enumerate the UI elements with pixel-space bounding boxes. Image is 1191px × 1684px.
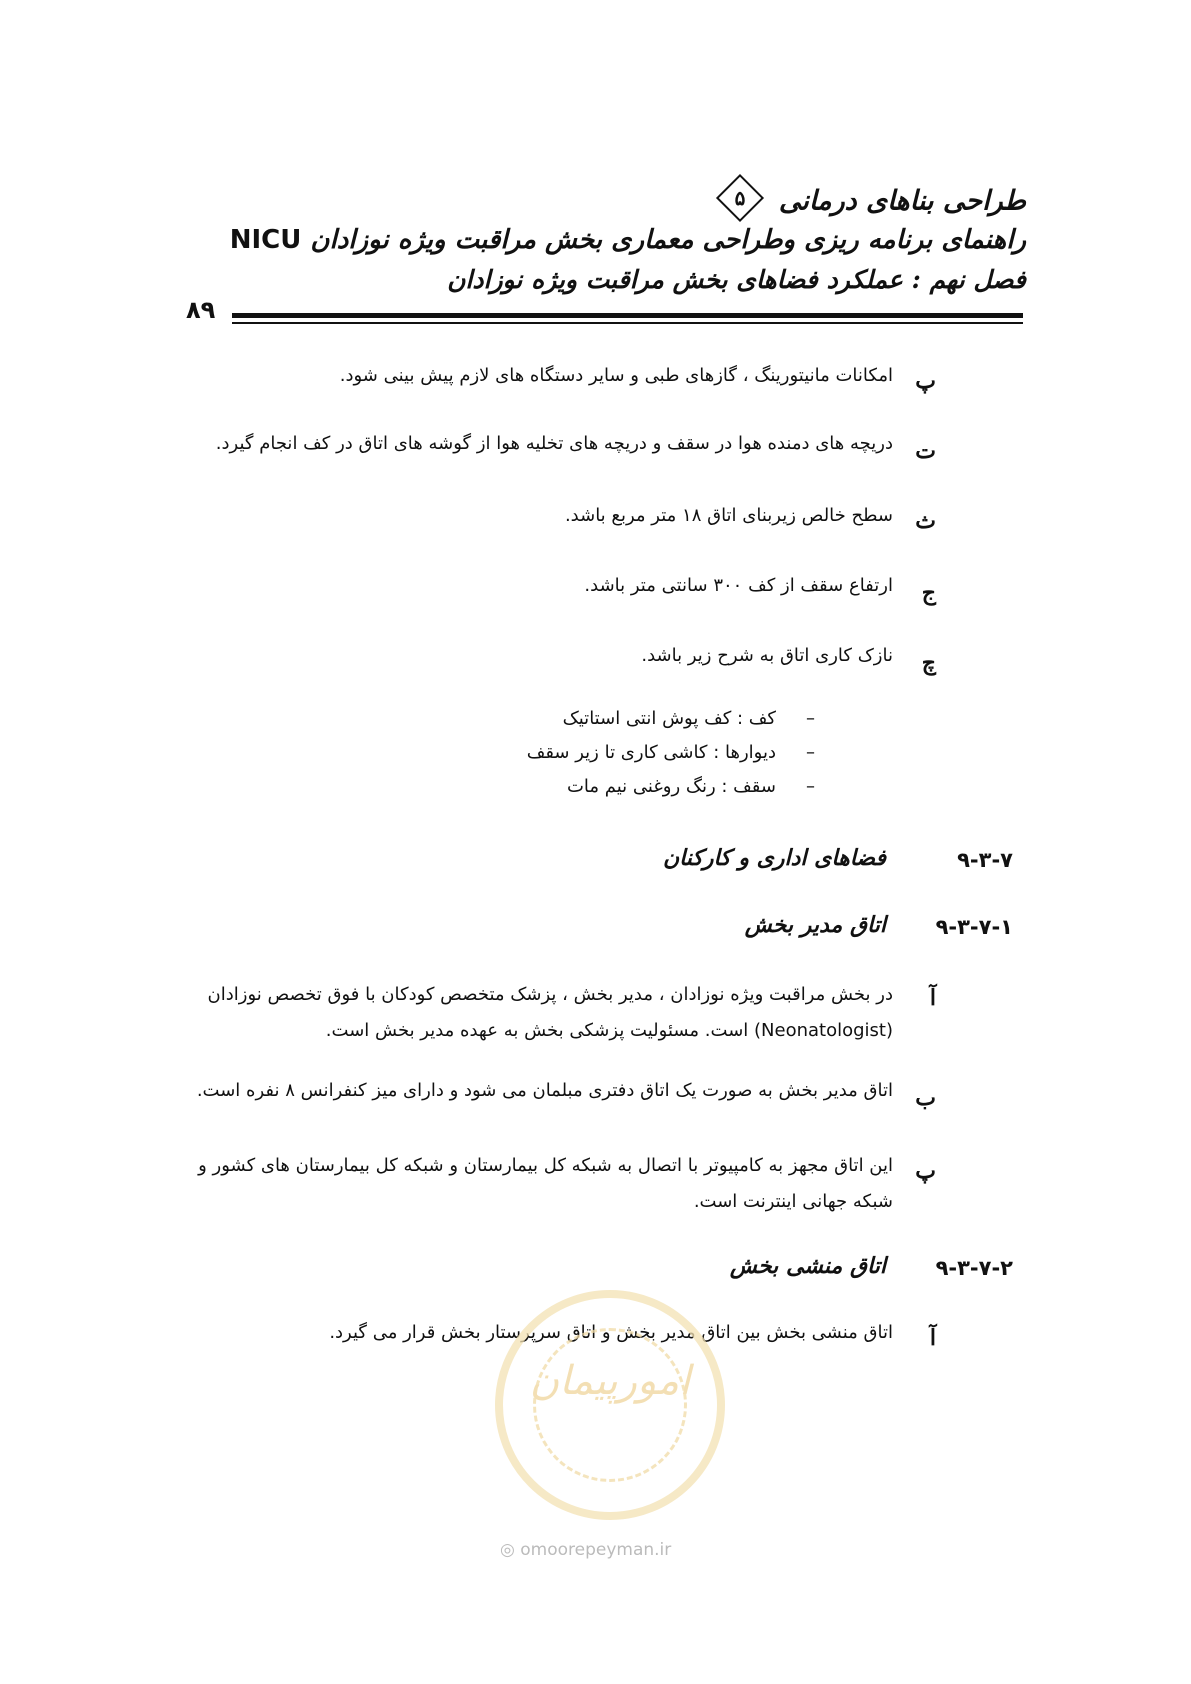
item-text: این اتاق مجهز به کامپیوتر با اتصال به شبکه کل بیمارستان و شبکه کل بیمارستان های کشور و شبکه جهانی اینترنت است. <box>198 1155 893 1212</box>
section-number: ۹-۳-۷ <box>957 848 1013 872</box>
section-title: فضاهای اداری و کارکنان <box>662 845 886 871</box>
watermark-ring <box>533 1328 687 1482</box>
list-dash: – <box>806 742 815 763</box>
watermark-text: امورپیمان <box>529 1358 691 1404</box>
header-rule-thin <box>232 322 1023 324</box>
header-book-title <box>711 185 1026 219</box>
header-rule-thick <box>232 313 1023 318</box>
item-text: در بخش مراقبت ویژه نوزادان ، مدیر بخش ، پزشک متخصص کودکان با فوق تخصص نوزادان (Neonatologist) است. مسئولیت پزشکی بخش به عهده مدیر بخش است. <box>207 984 893 1041</box>
item-marker: ت <box>915 438 936 464</box>
watermark-seal <box>495 1290 725 1520</box>
header-chapter-title: فصل نهم : عملکرد فضاهای بخش مراقبت ویژه نوزادان <box>447 265 1026 294</box>
item-marker: پ <box>915 368 936 394</box>
item-text: نازک کاری اتاق به شرح زیر باشد. <box>641 645 893 666</box>
subsection-number: ۹-۳-۷-۲ <box>935 1256 1013 1280</box>
book-title-text: طراحی بناهای درمانی <box>778 185 1026 217</box>
subsection-title: اتاق مدیر بخش <box>744 912 886 938</box>
subsection-number: ۹-۳-۷-۱ <box>935 915 1013 939</box>
finish-item: دیوارها : کاشی کاری تا زیر سقف <box>526 742 776 763</box>
item-marker: آ <box>929 985 936 1011</box>
item-text: امکانات مانیتورینگ ، گازهای طبی و سایر دستگاه های لازم پیش بینی شود. <box>339 365 893 386</box>
item-marker: آ <box>929 1325 936 1351</box>
finish-item: کف : کف پوش انتی استاتیک <box>562 708 776 729</box>
item-marker: پ <box>915 1158 936 1184</box>
item-marker: ب <box>915 1085 936 1111</box>
watermark-url: ◎ omoorepeyman.ir <box>500 1540 671 1560</box>
subsection-title: اتاق منشی بخش <box>729 1253 886 1279</box>
item-text: اتاق مدیر بخش به صورت یک اتاق دفتری مبلمان می شود و دارای میز کنفرانس ۸ نفره است. <box>196 1080 893 1101</box>
finish-item: سقف : رنگ روغنی نیم مات <box>566 776 776 797</box>
guide-code: NICU <box>229 225 302 255</box>
item-marker: چ <box>921 650 936 676</box>
item-text: اتاق منشی بخش بین اتاق مدیر بخش و اتاق سرپرستار بخش قرار می گیرد. <box>329 1322 893 1343</box>
list-dash: – <box>806 776 815 797</box>
item-text: سطح خالص زیربنای اتاق ۱۸ متر مربع باشد. <box>564 505 893 526</box>
item-text: دریچه های دمنده هوا در سقف و دریچه های تخلیه هوا از گوشه های اتاق در کف انجام گیرد. <box>215 433 893 454</box>
item-marker: ج <box>921 580 936 606</box>
list-dash: – <box>806 708 815 729</box>
header-guide-title <box>230 225 1026 255</box>
item-text: ارتفاع سقف از کف ۳۰۰ سانتی متر باشد. <box>584 575 893 596</box>
volume-number: ۵ <box>735 186 746 210</box>
volume-badge <box>716 174 764 222</box>
item-marker: ث <box>915 508 936 534</box>
page-number: ۸۹ <box>186 296 216 324</box>
guide-title-text: راهنمای برنامه ریزی وطراحی معماری بخش مراقبت ویژه نوزادان <box>310 225 1026 255</box>
